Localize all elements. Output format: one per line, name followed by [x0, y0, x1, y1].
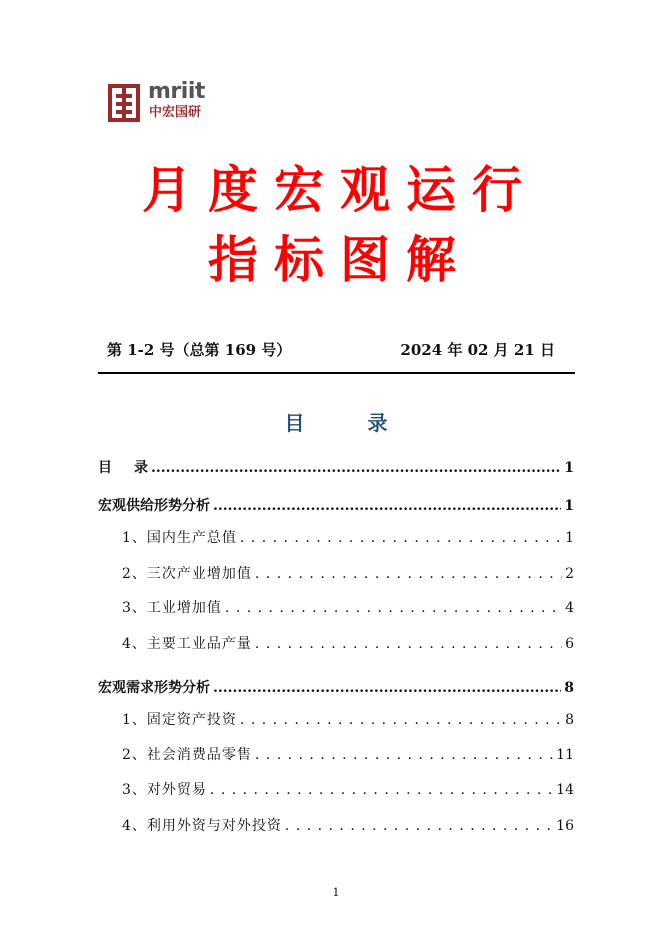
- toc-entry-page: 1: [565, 530, 574, 546]
- toc-entry-label: 3、对外贸易: [122, 782, 207, 798]
- toc-entry-page: 11: [556, 747, 574, 763]
- issue-number: 第 1-2 号（总第 169 号）: [107, 341, 292, 359]
- toc-entry-label: 目 录: [98, 460, 148, 476]
- report-title-line-1: 月度宏观运行: [142, 160, 538, 219]
- toc-leader: [255, 745, 553, 765]
- toc-entry[interactable]: [122, 780, 574, 800]
- toc-leader: [240, 528, 562, 548]
- toc-entry-label: 宏观供给形势分析: [98, 498, 210, 514]
- toc-leader: [285, 816, 553, 836]
- report-title-line-2: 指标图解: [208, 230, 472, 289]
- toc-entry-page: 16: [556, 818, 574, 834]
- toc-entry[interactable]: [122, 745, 574, 765]
- toc-entry[interactable]: [122, 564, 574, 584]
- toc-leader: [151, 458, 561, 478]
- toc-entry[interactable]: [122, 634, 574, 654]
- toc-entry-label: 2、三次产业增加值: [122, 566, 252, 582]
- toc-entry-page: 2: [565, 566, 574, 582]
- toc-entry-label: 1、固定资产投资: [122, 712, 237, 728]
- toc-entry-page: 14: [556, 782, 574, 798]
- toc-leader: [255, 634, 562, 654]
- toc-entry-page: 1: [564, 460, 574, 476]
- mriit-logo: [108, 80, 218, 126]
- issue-date: 2024 年 02 月 21 日: [400, 341, 555, 359]
- logo-text-cn: 中宏国研: [149, 105, 202, 120]
- toc-entry-label: 宏观需求形势分析: [98, 680, 210, 696]
- toc-leader: [240, 710, 562, 730]
- header-divider: [98, 372, 575, 374]
- toc-leader: [213, 496, 561, 516]
- toc-entry-label: 1、国内生产总值: [122, 530, 237, 546]
- toc-entry[interactable]: [98, 458, 574, 478]
- toc-entry[interactable]: [98, 678, 574, 698]
- toc-entry[interactable]: [122, 710, 574, 730]
- logo-text-en: mriit: [148, 79, 205, 104]
- toc-leader: [225, 598, 562, 618]
- toc-leader: [213, 678, 561, 698]
- toc-entry[interactable]: [122, 816, 574, 836]
- toc-entry-page: 4: [565, 600, 574, 616]
- toc-heading: 目 录: [284, 411, 416, 435]
- toc-entry-page: 6: [565, 636, 574, 652]
- toc-entry-label: 4、主要工业品产量: [122, 636, 252, 652]
- toc-entry-page: 8: [565, 712, 574, 728]
- toc-entry-page: 8: [564, 680, 574, 696]
- toc-entry-label: 2、社会消费品零售: [122, 747, 252, 763]
- page-number: 1: [332, 886, 340, 899]
- mriit-logo-icon: [108, 84, 140, 122]
- toc-entry-label: 3、工业增加值: [122, 600, 222, 616]
- toc-entry-page: 1: [564, 498, 574, 514]
- toc-leader: [255, 564, 562, 584]
- toc-entry-label: 4、利用外资与对外投资: [122, 818, 282, 834]
- toc-leader: [210, 780, 553, 800]
- toc-entry[interactable]: [122, 528, 574, 548]
- toc-entry[interactable]: [122, 598, 574, 618]
- toc-entry[interactable]: [98, 496, 574, 516]
